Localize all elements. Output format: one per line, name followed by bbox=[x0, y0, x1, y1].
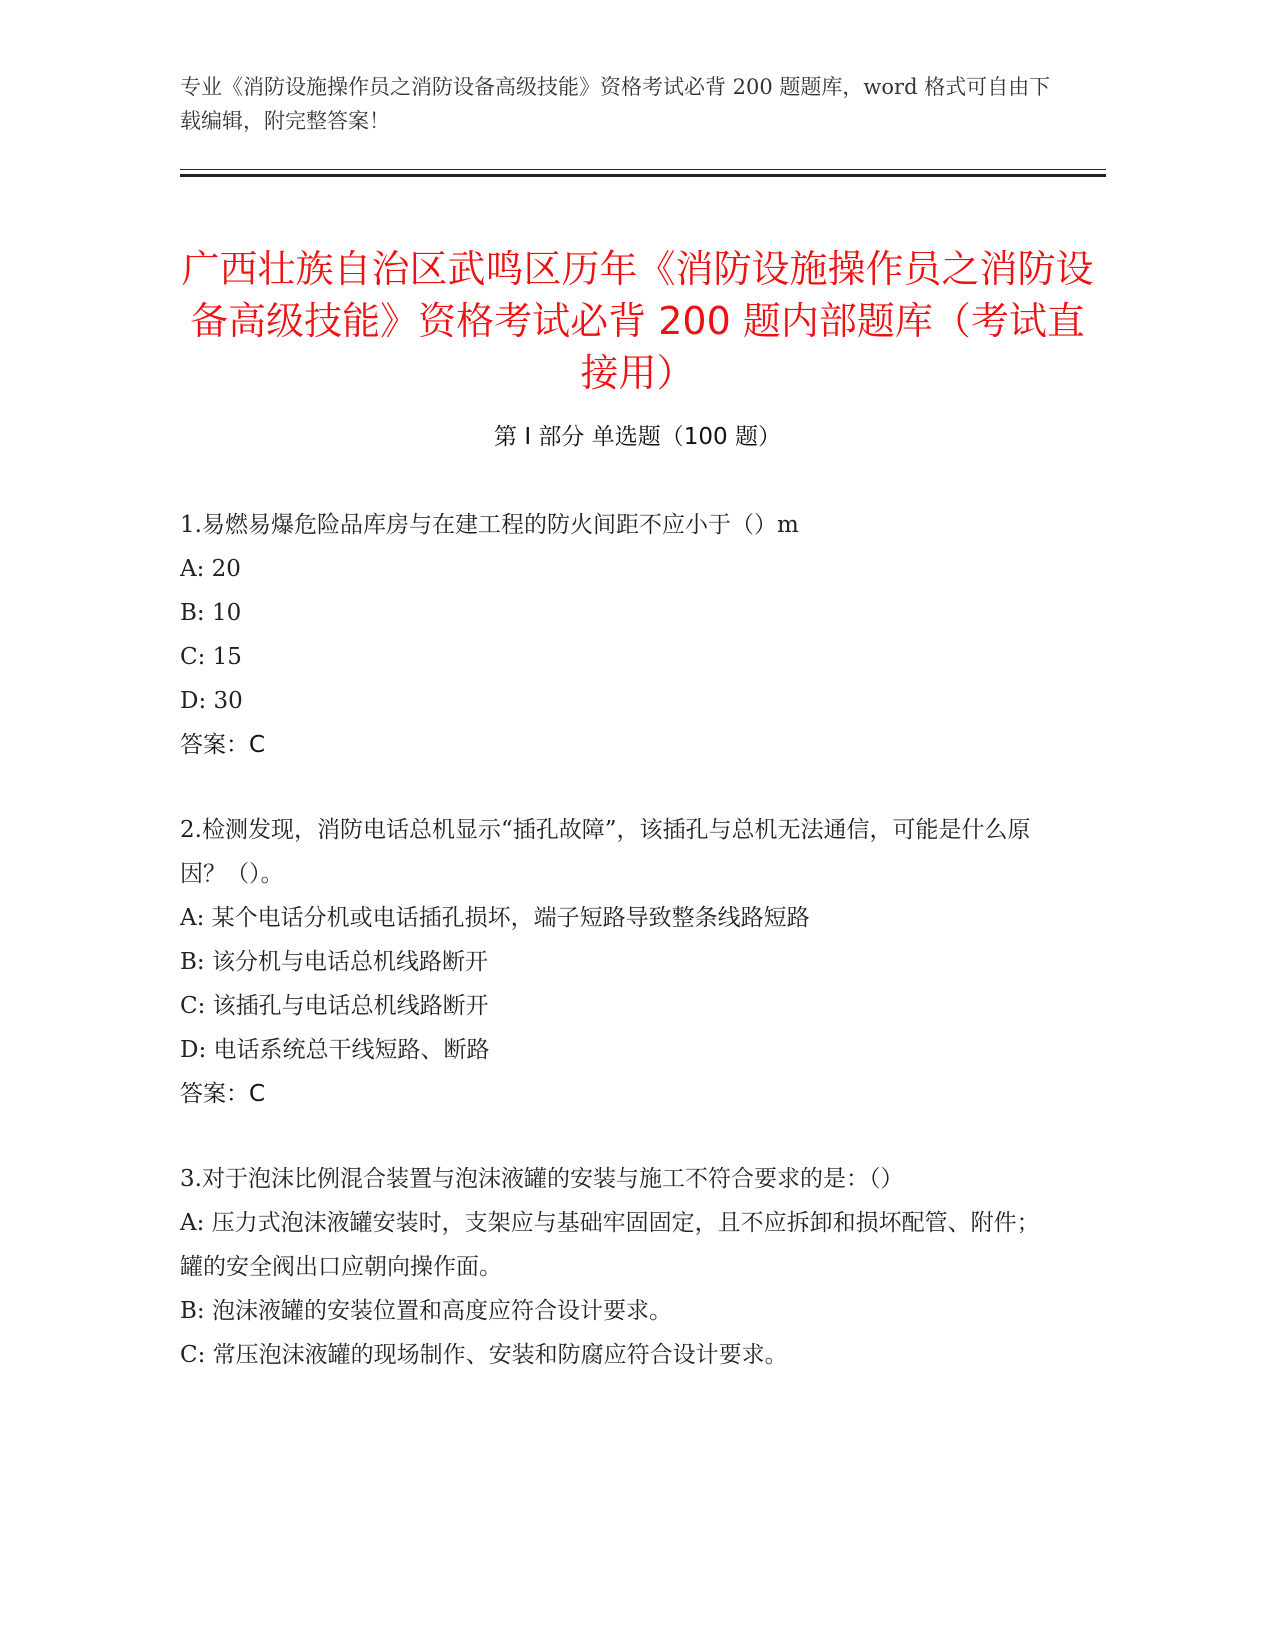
option-c: C: 常压泡沫液罐的现场制作、安装和防腐应符合设计要求。 bbox=[180, 1342, 788, 1368]
question-stem: 2.检测发现，消防电话总机显示“插孔故障”，该插孔与总机无法通信，可能是什么原因？（）。 bbox=[180, 817, 1031, 887]
option-c: C: 该插孔与电话总机线路断开 bbox=[180, 993, 489, 1019]
question-3 bbox=[180, 1157, 1060, 1377]
section-heading: 第 I 部分 单选题（100 题） bbox=[494, 424, 781, 450]
header-rule-thick bbox=[180, 174, 1106, 177]
option-d: D: 30 bbox=[180, 688, 243, 714]
answer: 答案：C bbox=[180, 732, 266, 758]
header-note: 专业《消防设施操作员之消防设备高级技能》资格考试必背 200 题题库，word 格式可自由下载编辑，附完整答案！ bbox=[180, 75, 1051, 133]
option-a: A: 20 bbox=[180, 556, 241, 582]
question-stem: 3.对于泡沫比例混合装置与泡沫液罐的安装与施工不符合要求的是：（） bbox=[180, 1166, 904, 1192]
option-b: B: 该分机与电话总机线路断开 bbox=[180, 949, 488, 975]
option-b: B: 10 bbox=[180, 600, 242, 626]
question-1 bbox=[180, 503, 1060, 767]
header-rule-thin bbox=[180, 169, 1106, 170]
option-d: D: 电话系统总干线短路、断路 bbox=[180, 1037, 490, 1063]
question-2 bbox=[180, 808, 1060, 1116]
question-stem: 1.易燃易爆危险品库房与在建工程的防火间距不应小于（）m bbox=[180, 512, 799, 538]
option-a: A: 某个电话分机或电话插孔损坏，端子短路导致整条线路短路 bbox=[180, 905, 810, 931]
option-c: C: 15 bbox=[180, 644, 242, 670]
answer: 答案：C bbox=[180, 1081, 266, 1107]
option-b: B: 泡沫液罐的安装位置和高度应符合设计要求。 bbox=[180, 1298, 672, 1324]
document-title: 广西壮族自治区武鸣区历年《消防设施操作员之消防设备高级技能》资格考试必背 200 题内部题库（考试直接用） bbox=[181, 247, 1094, 396]
option-a: A: 压力式泡沫液罐安装时，支架应与基础牢固固定，且不应拆卸和损坏配管、附件；罐的安全阀出口应朝向操作面。 bbox=[180, 1210, 1040, 1280]
